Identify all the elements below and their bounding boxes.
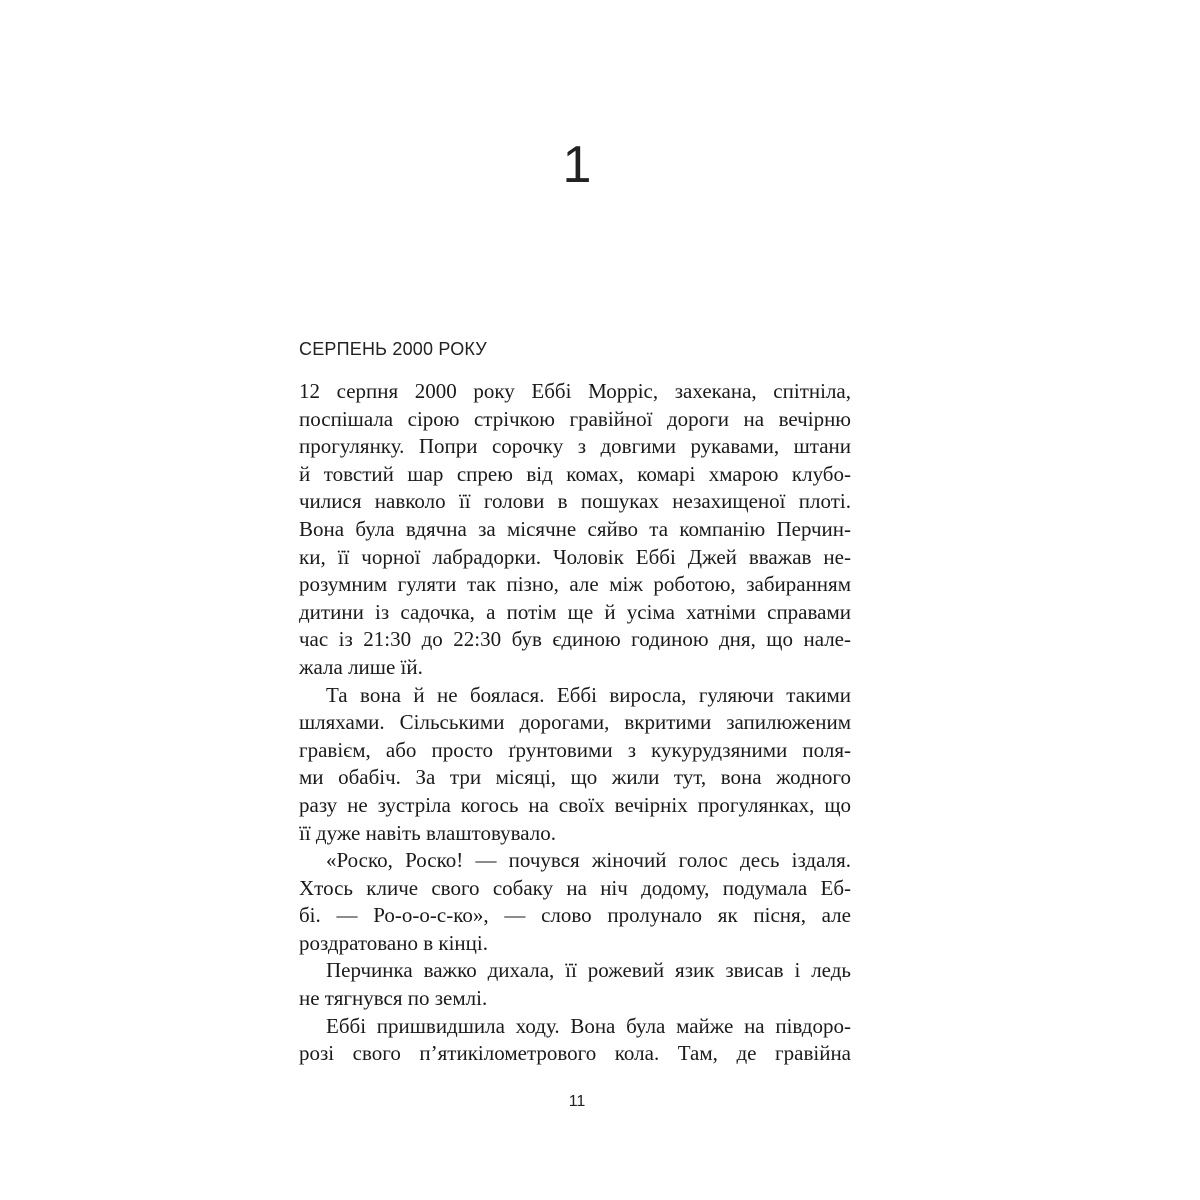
text-line: роздратовано в кінці. bbox=[299, 930, 488, 955]
text-line: поспішала сірою стрічкою гравійної дороги на вечірню bbox=[299, 406, 851, 431]
text-line: ки, її чорної лабрадорки. Чоловік Еббі Джей вважав не- bbox=[299, 544, 851, 569]
text-line: Еббі пришвидшила ходу. Вона була майже на півдоро- bbox=[326, 1013, 851, 1038]
paragraph-5 bbox=[299, 1013, 851, 1068]
text-line: не тягнувся по землі. bbox=[299, 986, 488, 1011]
chapter-number: 1 bbox=[562, 136, 592, 194]
paragraph-3 bbox=[299, 847, 851, 957]
text-line: шляхами. Сільськими дорогами, вкритими запилюженим bbox=[299, 710, 851, 735]
text-line: чилися навколо її голови в пошуках незахищеної плоті. bbox=[299, 489, 851, 514]
text-line: Перчинка важко дихала, її рожевий язик звисав і ледь bbox=[326, 958, 851, 983]
text-line: «Роско, Роско! — почувся жіночий голос десь іздаля. bbox=[326, 848, 851, 873]
text-line: розумним гуляти так пізно, але між роботою, забиранням bbox=[299, 572, 851, 597]
text-line: час із 21:30 до 22:30 був єдиною годиною дня, що нале- bbox=[299, 627, 851, 652]
text-line: ми обабіч. За три місяці, що жили тут, вона жодного bbox=[299, 765, 851, 790]
text-line: бі. — Ро-о-о-с-ко», — слово пролунало як пісня, але bbox=[299, 903, 851, 928]
text-line: разу не зустріла когось на своїх вечірніх прогулянках, що bbox=[299, 792, 851, 817]
text-line: прогулянку. Попри сорочку з довгими рукавами, штани bbox=[299, 434, 851, 459]
text-line: жала лише їй. bbox=[299, 654, 423, 679]
text-line: й товстий шар спрею від комах, комарі хмарою клубо- bbox=[299, 461, 851, 486]
text-line: її дуже навіть влаштовувало. bbox=[299, 820, 557, 845]
paragraph-4 bbox=[299, 957, 851, 1012]
body-text bbox=[299, 378, 851, 1068]
paragraph-1 bbox=[299, 378, 851, 682]
text-line: Та вона й не боялася. Еббі виросла, гуляючи такими bbox=[326, 682, 851, 707]
page-number: 11 bbox=[568, 1093, 586, 1110]
text-line: дитини із садочка, а потім ще й усіма хатніми справами bbox=[299, 599, 851, 624]
paragraph-2 bbox=[299, 682, 851, 848]
text-line: розі свого п’ятикілометрового кола. Там, де гравійна bbox=[299, 1041, 851, 1066]
text-line: гравієм, або просто ґрунтовими з кукурудзяними поля- bbox=[299, 737, 851, 762]
text-line: 12 серпня 2000 року Еббі Морріс, захекана, спітніла, bbox=[299, 379, 851, 403]
section-heading: СЕРПЕНЬ 2000 РОКУ bbox=[299, 339, 487, 359]
text-line: Вона була вдячна за місячне сяйво та компанію Перчин- bbox=[299, 516, 851, 541]
text-line: Хтось кличе свого собаку на ніч додому, подумала Еб- bbox=[299, 875, 851, 900]
